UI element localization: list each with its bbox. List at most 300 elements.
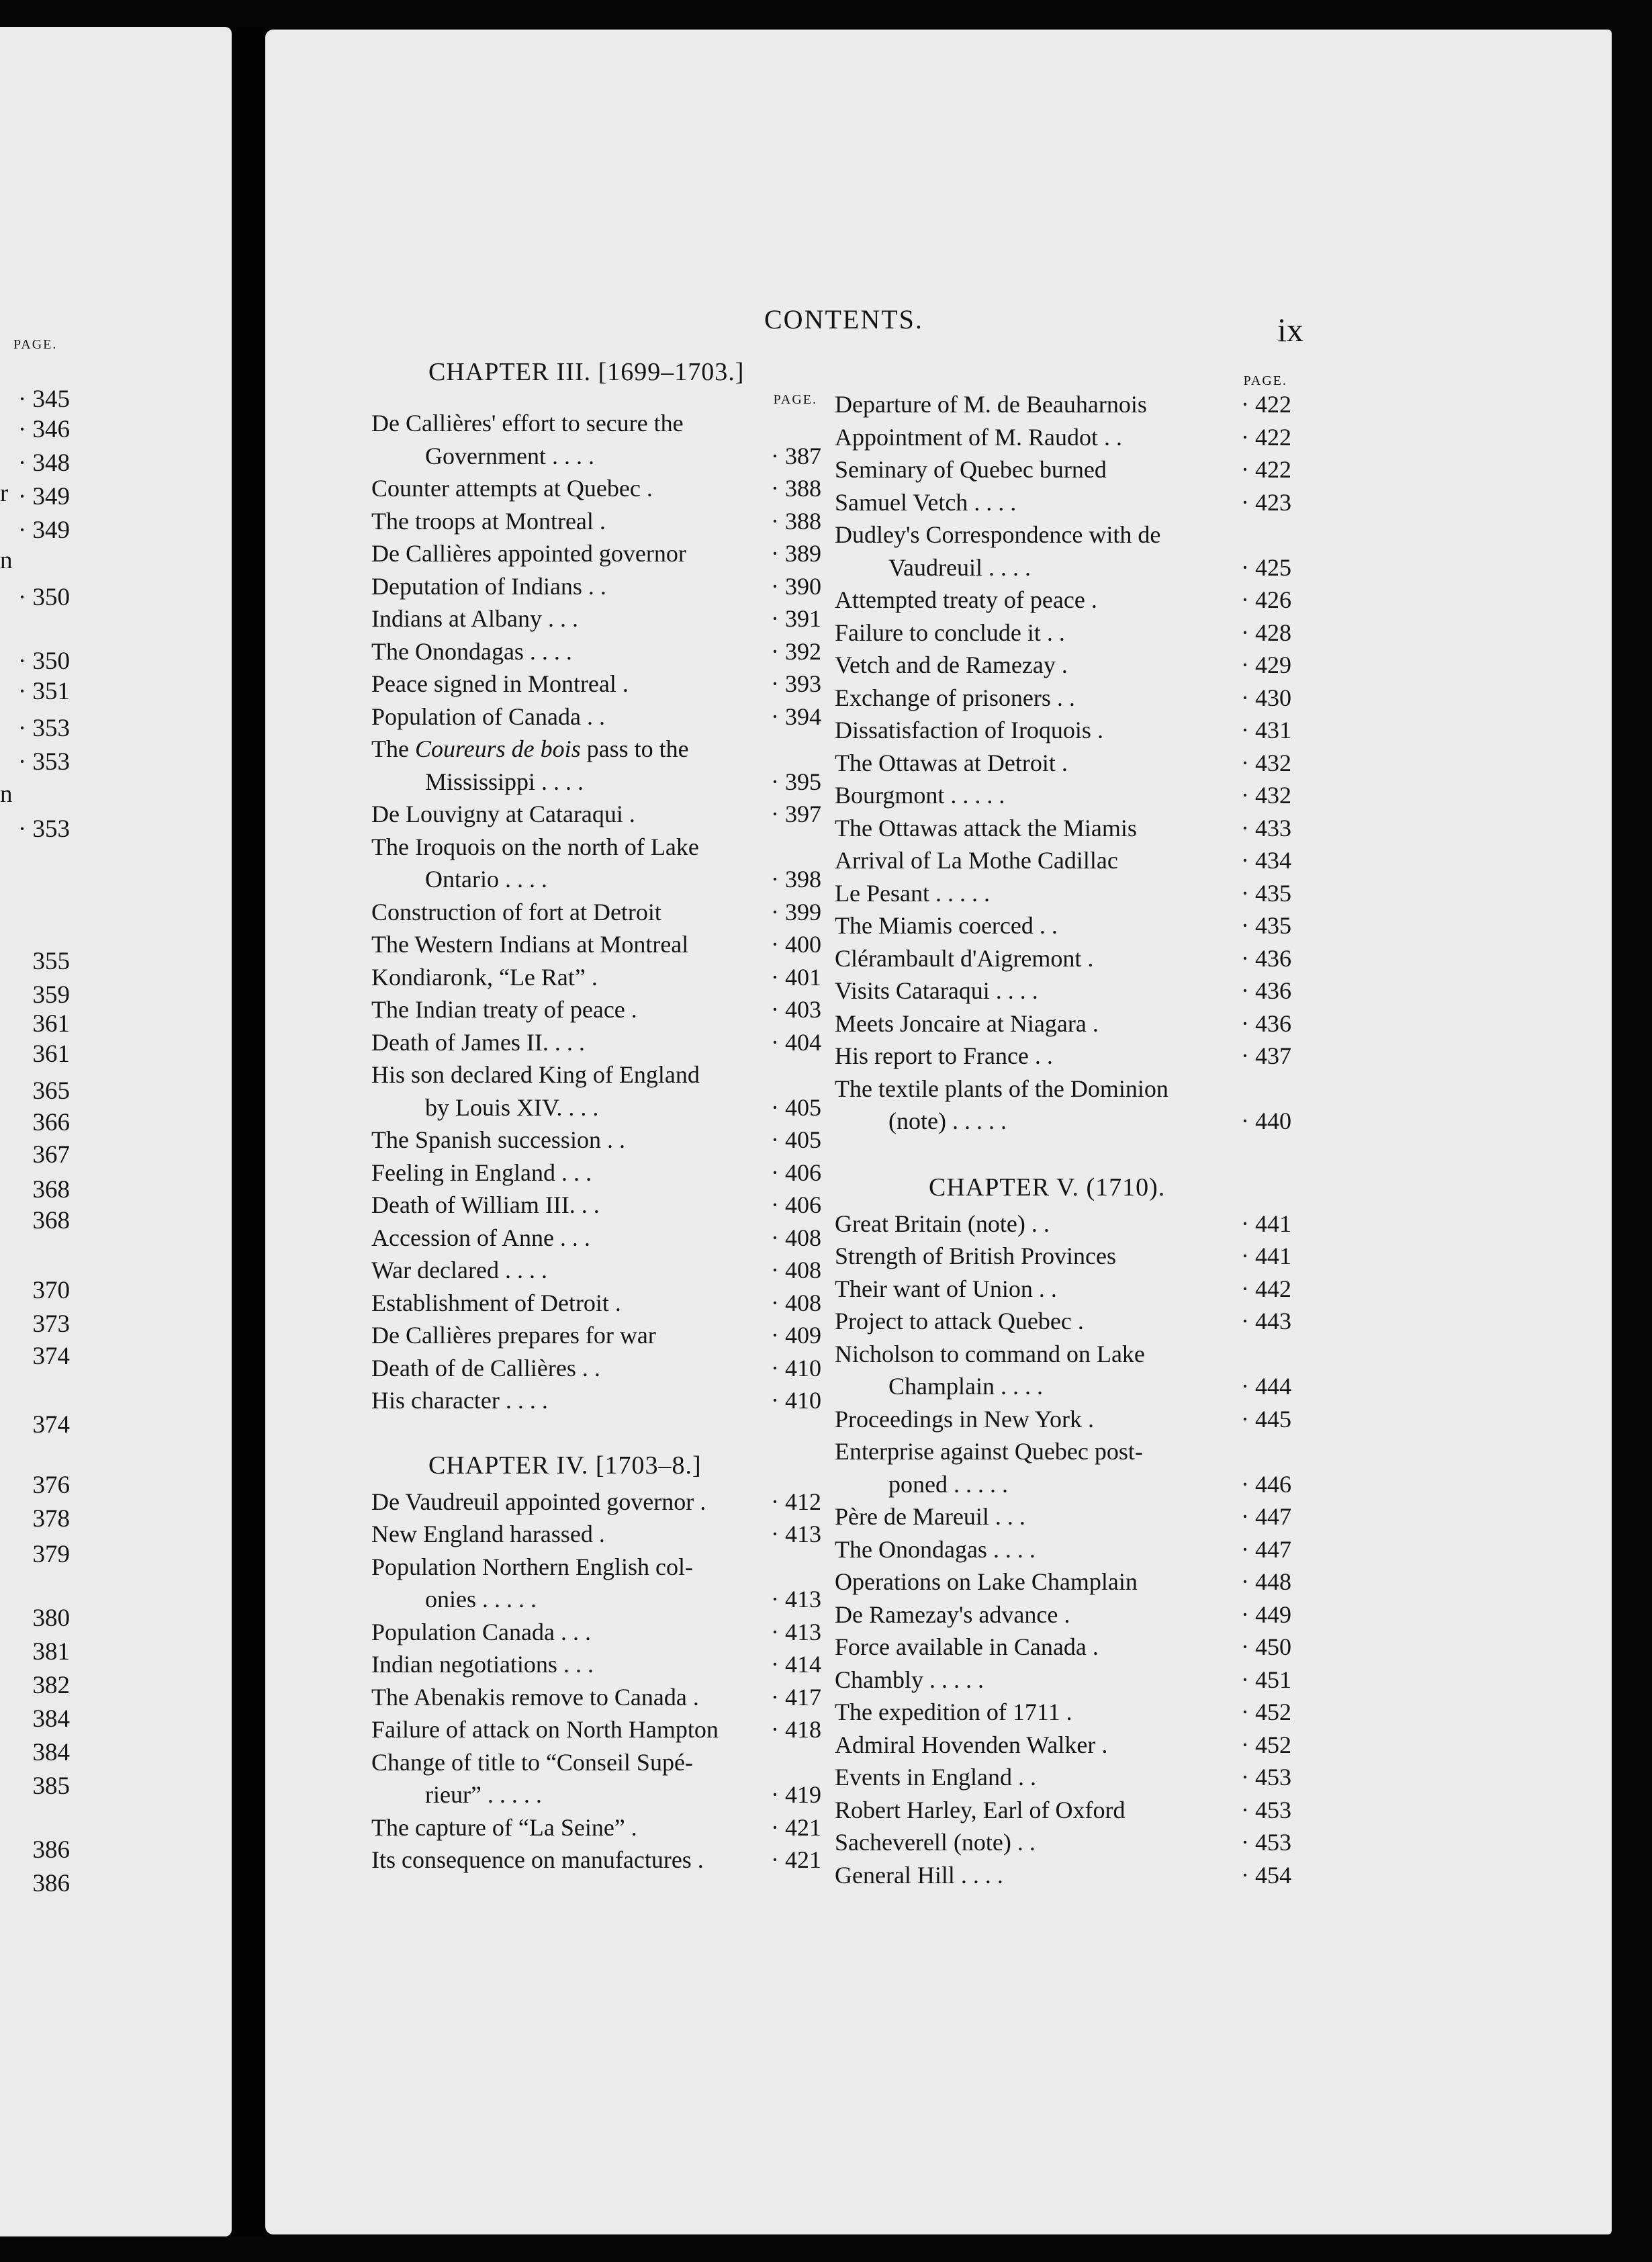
toc-entry [835, 486, 1291, 519]
left-page-number: 378 [32, 1505, 70, 1533]
toc-entry-title: Death of James II. . . . [371, 1028, 585, 1056]
toc-entry-page: · 429 [1205, 649, 1291, 682]
toc-entry-title: Kondiaronk, “Le Rat” . [371, 963, 598, 991]
toc-entry-continuation: Ontario . . . . [425, 866, 547, 893]
toc-entry-line [371, 1058, 821, 1091]
toc-entry-title: Operations on Lake Champlain [835, 1568, 1138, 1595]
toc-entry-continuation: Vaudreuil . . . . [888, 553, 1031, 581]
toc-entry-page: · 395 [735, 766, 821, 799]
chapter-4-entries-continued [835, 388, 1291, 1138]
toc-entry-title: Change of title to “Conseil Supé- [371, 1748, 693, 1776]
toc-entry-title: Sacheverell (note) . . [835, 1829, 1036, 1856]
left-page-partial-text: r [0, 480, 9, 507]
chapter-heading: CHAPTER IV. [1703–8.] [428, 1451, 702, 1480]
left-page-number: 374 [32, 1411, 70, 1439]
toc-entry-page: · 448 [1205, 1566, 1291, 1598]
page-column-label: PAGE. [1243, 373, 1287, 388]
toc-entry [371, 1319, 821, 1352]
toc-entry-title: His character . . . . [371, 1387, 548, 1414]
toc-entry-title: His son declared King of England [371, 1061, 700, 1088]
toc-entry-page: · 447 [1205, 1500, 1291, 1533]
toc-entry-title: The Indian treaty of peace . [371, 996, 637, 1023]
left-page-number: 361 [32, 1040, 70, 1068]
toc-entry-page: · 394 [735, 700, 821, 733]
toc-entry-page: · 430 [1205, 682, 1291, 715]
toc-entry [371, 1222, 821, 1255]
toc-entry-page: · 412 [735, 1486, 821, 1519]
toc-entry-title: The troops at Montreal . [371, 507, 606, 535]
toc-entry-title: The Western Indians at Montreal [371, 931, 689, 958]
left-page-number: 380 [32, 1604, 70, 1632]
toc-entry-page: · 421 [735, 1844, 821, 1876]
left-page-number: 376 [32, 1472, 70, 1499]
toc-entry-line [835, 1073, 1291, 1105]
left-page-number: · 349 [17, 483, 70, 510]
toc-entry-page: · 404 [735, 1026, 821, 1059]
toc-entry-page: · 421 [735, 1811, 821, 1844]
toc-entry-title: War declared . . . . [371, 1257, 547, 1283]
toc-entry-title: The Iroquois on the north of Lake [371, 833, 699, 860]
toc-entry [371, 602, 821, 635]
toc-entry-continuation: rieur” . . . . . [425, 1781, 542, 1808]
toc-entry [835, 649, 1291, 682]
toc-entry [835, 1533, 1291, 1566]
toc-entry-line [835, 1468, 1291, 1501]
toc-entry-page: · 397 [735, 798, 821, 831]
contents-column-right [835, 373, 1291, 1891]
toc-entry-title: Indian negotiations . . . [371, 1651, 594, 1678]
toc-entry-page: · 436 [1205, 975, 1291, 1007]
toc-entry-title: Its consequence on manufactures . [371, 1846, 704, 1873]
toc-entry-line [835, 1105, 1291, 1138]
toc-entry [371, 1254, 821, 1287]
toc-entry [835, 1729, 1291, 1762]
toc-entry-title: The Onondagas . . . . [371, 637, 572, 665]
left-page-number: 368 [32, 1207, 70, 1234]
toc-entry [835, 1664, 1291, 1696]
toc-entry-title: Vetch and de Ramezay . [835, 651, 1068, 678]
toc-entry [371, 1157, 821, 1189]
left-page-number: · 350 [17, 647, 70, 675]
toc-entry-page: · 406 [735, 1157, 821, 1189]
toc-entry [371, 570, 821, 603]
toc-entry [835, 844, 1291, 877]
toc-entry-page: · 450 [1205, 1631, 1291, 1664]
toc-entry [835, 1598, 1291, 1631]
toc-entry-title: The Spanish succession . . [371, 1126, 625, 1153]
toc-entry [371, 1124, 821, 1157]
toc-entry [835, 1794, 1291, 1827]
toc-entry-line [371, 1778, 821, 1811]
toc-entry-page: · 422 [1205, 453, 1291, 486]
toc-entry-page: · 433 [1205, 812, 1291, 845]
toc-entry [371, 668, 821, 700]
left-page-number: · 351 [17, 678, 70, 705]
toc-entry [371, 1287, 821, 1320]
toc-entry-page: · 405 [735, 1124, 821, 1157]
toc-entry [371, 1681, 821, 1714]
toc-entry-title: The Ottawas at Detroit . [835, 749, 1068, 776]
toc-entry [371, 798, 821, 831]
toc-entry-page: · 399 [735, 896, 821, 929]
left-page-number: 384 [32, 1739, 70, 1766]
toc-entry-page: · 449 [1205, 1598, 1291, 1631]
left-page-number: · 349 [17, 516, 70, 544]
toc-entry [835, 714, 1291, 747]
toc-entry-page: · 436 [1205, 1007, 1291, 1040]
toc-entry-line [371, 831, 821, 864]
chapter-3-entries [371, 407, 821, 1417]
left-page-number: 386 [32, 1836, 70, 1864]
toc-entry [371, 505, 821, 538]
toc-entry-title: Death of William III. . . [371, 1191, 600, 1218]
toc-entry-title: De Louvigny at Cataraqui . [371, 801, 635, 827]
toc-entry-page: · 444 [1205, 1370, 1291, 1403]
book-spine [232, 27, 265, 2236]
toc-entry-page: · 393 [735, 668, 821, 700]
toc-entry-line [835, 551, 1291, 584]
toc-entry-page: · 392 [735, 635, 821, 668]
toc-entry-title: Their want of Union . . [835, 1275, 1057, 1302]
toc-entry [835, 421, 1291, 454]
left-page-number: · 350 [17, 584, 70, 611]
toc-entry [835, 1631, 1291, 1664]
toc-entry-continuation: by Louis XIV. . . . [425, 1093, 599, 1121]
toc-entry-title: Accession of Anne . . . [371, 1224, 590, 1251]
toc-entry-title: De Callières appointed governor [371, 540, 686, 567]
toc-entry-line [835, 518, 1291, 551]
toc-entry-page: · 387 [735, 440, 821, 473]
toc-entry-title: Failure to conclude it . . [835, 619, 1065, 646]
toc-entry [371, 993, 821, 1026]
toc-entry-title: Attempted treaty of peace . [835, 586, 1097, 613]
toc-entry-title: Dudley's Correspondence with de [835, 521, 1161, 548]
toc-entry-page: · 441 [1205, 1208, 1291, 1240]
chapter-4-entries [371, 1486, 821, 1876]
toc-entry [835, 584, 1291, 617]
toc-entry-line [835, 1435, 1291, 1468]
toc-entry [835, 1500, 1291, 1533]
toc-entry-title: Establishment of Detroit . [371, 1289, 621, 1316]
toc-entry-page: · 408 [735, 1222, 821, 1255]
toc-entry-page: · 432 [1205, 747, 1291, 780]
contents-column-left [371, 356, 821, 1876]
toc-entry-page: · 425 [1205, 551, 1291, 584]
left-page-number: 365 [32, 1077, 70, 1105]
toc-entry-title: Meets Joncaire at Niagara . [835, 1009, 1099, 1037]
toc-entry-line [371, 1551, 821, 1584]
left-page-number: 368 [32, 1176, 70, 1204]
toc-entry-title: Deputation of Indians . . [371, 572, 606, 600]
toc-entry-page: · 435 [1205, 909, 1291, 942]
toc-entry-page: · 451 [1205, 1664, 1291, 1696]
toc-entry-page: · 414 [735, 1648, 821, 1681]
toc-entry-title: General Hill . . . . [835, 1861, 1003, 1889]
left-page-number: 382 [32, 1672, 70, 1699]
toc-entry-line [371, 766, 821, 799]
toc-entry [835, 1859, 1291, 1892]
toc-entry-page: · 398 [735, 863, 821, 896]
toc-entry-page: · 426 [1205, 584, 1291, 617]
toc-entry-page: · 442 [1205, 1273, 1291, 1306]
toc-entry-page: · 417 [735, 1681, 821, 1714]
toc-entry [835, 1040, 1291, 1073]
toc-entry-page: · 418 [735, 1713, 821, 1746]
toc-entry-page: · 400 [735, 928, 821, 961]
toc-entry-title: Seminary of Quebec burned [835, 456, 1107, 483]
toc-entry [835, 1007, 1291, 1040]
toc-entry-title: Strength of British Provinces [835, 1242, 1116, 1269]
toc-entry [835, 453, 1291, 486]
toc-entry-title: Exchange of prisoners . . [835, 684, 1075, 711]
toc-entry-page: · 413 [735, 1583, 821, 1616]
toc-entry-title: Nicholson to command on Lake [835, 1340, 1145, 1367]
toc-entry-continuation: onies . . . . . [425, 1586, 537, 1613]
toc-entry-page: · 408 [735, 1287, 821, 1320]
toc-entry-page: · 422 [1205, 421, 1291, 454]
toc-entry-title: De Callières prepares for war [371, 1322, 656, 1349]
toc-entry-title: The textile plants of the Dominion [835, 1075, 1168, 1102]
toc-entry-title: De Ramezay's advance . [835, 1600, 1070, 1628]
left-page-number: 361 [32, 1010, 70, 1038]
toc-entry [371, 700, 821, 733]
left-page-number: 374 [32, 1343, 70, 1370]
toc-entry [371, 961, 821, 994]
toc-entry-title: De Callières' effort to secure the [371, 410, 684, 437]
toc-entry [371, 1518, 821, 1551]
toc-entry-page: · 435 [1205, 877, 1291, 910]
toc-entry-title: His report to France . . [835, 1042, 1053, 1069]
toc-entry-title: The capture of “La Seine” . [371, 1813, 637, 1841]
toc-entry [835, 1208, 1291, 1240]
toc-entry [371, 635, 821, 668]
toc-entry-continuation: poned . . . . . [888, 1470, 1008, 1498]
toc-entry-page: · 403 [735, 993, 821, 1026]
toc-entry-title: Population Canada . . . [371, 1618, 591, 1645]
page-number: ix [1277, 311, 1303, 349]
left-page-number: 385 [32, 1772, 70, 1800]
toc-entry [835, 942, 1291, 975]
toc-entry-title: Samuel Vetch . . . . [835, 488, 1017, 516]
toc-entry-line [371, 863, 821, 896]
toc-entry [371, 896, 821, 929]
toc-entry-page: · 447 [1205, 1533, 1291, 1566]
toc-entry [835, 682, 1291, 715]
toc-entry-line [371, 440, 821, 473]
toc-entry-page: · 410 [735, 1352, 821, 1385]
toc-entry-page: · 443 [1205, 1305, 1291, 1338]
toc-entry-title: The Coureurs de bois pass to the [371, 735, 689, 762]
left-page-number: 367 [32, 1141, 70, 1169]
toc-entry-page: · 437 [1205, 1040, 1291, 1073]
toc-entry [371, 1648, 821, 1681]
toc-entry-title: Robert Harley, Earl of Oxford [835, 1796, 1126, 1823]
toc-entry-title: Great Britain (note) . . [835, 1210, 1050, 1237]
left-page-number: 386 [32, 1870, 70, 1897]
toc-entry-line [835, 1338, 1291, 1371]
toc-entry-continuation: Mississippi . . . . [425, 768, 584, 795]
toc-entry [371, 1189, 821, 1222]
toc-entry-page: · 388 [735, 472, 821, 505]
toc-entry-page: · 413 [735, 1616, 821, 1649]
toc-entry-page: · 409 [735, 1319, 821, 1352]
toc-entry-page: · 410 [735, 1384, 821, 1417]
toc-entry-page: · 436 [1205, 942, 1291, 975]
toc-entry-title: Indians at Albany . . . [371, 605, 578, 632]
toc-entry [835, 1696, 1291, 1729]
toc-entry [835, 1761, 1291, 1794]
toc-entry [835, 1305, 1291, 1338]
toc-entry-page: · 391 [735, 602, 821, 635]
toc-entry [371, 1486, 821, 1519]
toc-entry-page: · 413 [735, 1518, 821, 1551]
left-page-number: 379 [32, 1541, 70, 1568]
toc-entry-title: Departure of M. de Beauharnois [835, 391, 1147, 418]
toc-entry-title: De Vaudreuil appointed governor . [371, 1488, 706, 1515]
toc-entry-title: Visits Cataraqui . . . . [835, 977, 1038, 1004]
toc-entry [835, 388, 1291, 421]
toc-entry-line [371, 1746, 821, 1779]
toc-entry-title: The Abenakis remove to Canada . [371, 1683, 699, 1711]
toc-entry-page: · 428 [1205, 617, 1291, 649]
toc-entry-page: · 445 [1205, 1403, 1291, 1436]
left-page-number: 366 [32, 1109, 70, 1136]
left-page-number: 373 [32, 1310, 70, 1338]
page-column-label: PAGE. [773, 392, 817, 407]
left-page-partial-text: n [0, 780, 13, 808]
toc-entry-title: New England harassed . [371, 1521, 605, 1547]
toc-entry-page: · 453 [1205, 1761, 1291, 1794]
toc-entry-page: · 388 [735, 505, 821, 538]
toc-entry [835, 1403, 1291, 1436]
left-page-number: · 353 [17, 715, 70, 742]
toc-entry [835, 1826, 1291, 1859]
toc-entry [371, 472, 821, 505]
toc-entry [371, 928, 821, 961]
toc-entry-page: · 432 [1205, 779, 1291, 812]
toc-entry-line [835, 1370, 1291, 1403]
toc-entry-page: · 441 [1205, 1240, 1291, 1273]
left-page-number: · 353 [17, 748, 70, 776]
toc-entry [835, 909, 1291, 942]
toc-entry-title: Proceedings in New York . [835, 1405, 1094, 1433]
toc-entry-continuation: Government . . . . [425, 442, 594, 469]
toc-entry [371, 1811, 821, 1844]
toc-entry [835, 1273, 1291, 1306]
toc-entry-title: Bourgmont . . . . . [835, 782, 1005, 809]
toc-entry-page: · 434 [1205, 844, 1291, 877]
toc-entry-title: Enterprise against Quebec post- [835, 1438, 1143, 1465]
toc-entry-page: · 452 [1205, 1729, 1291, 1762]
toc-entry-line [371, 733, 821, 766]
toc-entry [371, 537, 821, 570]
toc-entry-title: Feeling in England . . . [371, 1159, 592, 1186]
toc-entry-page: · 431 [1205, 714, 1291, 747]
toc-entry-title: Death of de Callières . . [371, 1354, 600, 1382]
toc-entry-line [371, 1583, 821, 1616]
toc-entry-title: Clérambault d'Aigremont . [835, 944, 1094, 972]
toc-entry [835, 617, 1291, 649]
toc-entry-title: Failure of attack on North Hampton [371, 1716, 719, 1743]
toc-entry-title: Admiral Hovenden Walker . [835, 1731, 1108, 1758]
toc-entry-title: The Onondagas . . . . [835, 1535, 1036, 1563]
toc-entry-title: Dissatisfaction of Iroquois . [835, 717, 1103, 743]
left-page-number: · 345 [17, 386, 70, 413]
toc-entry-page: · 389 [735, 537, 821, 570]
toc-entry-page: · 390 [735, 570, 821, 603]
left-page-number: 384 [32, 1705, 70, 1733]
toc-entry-line [371, 407, 821, 440]
chapter-5-entries [835, 1208, 1291, 1892]
toc-entry-page: · 453 [1205, 1794, 1291, 1827]
toc-entry [835, 812, 1291, 845]
toc-entry [835, 747, 1291, 780]
toc-entry [835, 975, 1291, 1007]
toc-entry-title: Population of Canada . . [371, 703, 605, 730]
toc-entry-title: Peace signed in Montreal . [371, 670, 629, 697]
chapter-heading: CHAPTER V. (1710). [929, 1173, 1166, 1202]
toc-entry-title: The Ottawas attack the Miamis [835, 814, 1137, 842]
running-head: CONTENTS. [764, 304, 923, 334]
toc-entry-title: Counter attempts at Quebec . [371, 475, 653, 502]
left-page-number: · 353 [17, 815, 70, 843]
toc-entry-page: · 405 [735, 1091, 821, 1124]
toc-entry-page: · 446 [1205, 1468, 1291, 1501]
toc-entry-page: · 419 [735, 1778, 821, 1811]
toc-entry [371, 1352, 821, 1385]
chapter-heading: CHAPTER III. [1699–1703.] [428, 358, 745, 386]
toc-entry-title: Events in England . . [835, 1764, 1036, 1791]
toc-entry-title: Chambly . . . . . [835, 1666, 984, 1693]
toc-entry [371, 1026, 821, 1059]
left-page-number: 355 [32, 948, 70, 975]
toc-entry-italic: Coureurs de bois [414, 735, 581, 762]
toc-entry-title: Project to attack Quebec . [835, 1308, 1084, 1334]
toc-entry-title: Appointment of M. Raudot . . [835, 423, 1122, 451]
toc-entry-continuation: (note) . . . . . [888, 1107, 1007, 1134]
toc-entry-page: · 452 [1205, 1696, 1291, 1729]
toc-entry-continuation: Champlain . . . . [888, 1373, 1043, 1400]
left-page-number: · 346 [17, 416, 70, 443]
toc-entry-title: Force available in Canada . [835, 1633, 1099, 1660]
toc-entry-title: Construction of fort at Detroit [371, 898, 661, 925]
toc-entry [835, 877, 1291, 910]
toc-entry-page: · 453 [1205, 1826, 1291, 1859]
toc-entry-page: · 423 [1205, 486, 1291, 519]
toc-entry-title: The Miamis coerced . . [835, 912, 1058, 939]
toc-entry [371, 1844, 821, 1876]
toc-entry [371, 1713, 821, 1746]
toc-entry-title: Arrival of La Mothe Cadillac [835, 847, 1118, 874]
left-page-number: 359 [32, 981, 70, 1009]
toc-entry-line [371, 1091, 821, 1124]
toc-entry-title: Le Pesant . . . . . [835, 879, 990, 907]
toc-entry-title: Population Northern English col- [371, 1553, 693, 1580]
left-page-number: 381 [32, 1638, 70, 1666]
toc-entry [835, 1566, 1291, 1598]
toc-entry-title: Père de Mareuil . . . [835, 1503, 1025, 1530]
toc-entry-page: · 401 [735, 961, 821, 994]
left-page-number: 370 [32, 1277, 70, 1304]
toc-entry-title: The expedition of 1711 . [835, 1699, 1072, 1725]
toc-entry-page: · 408 [735, 1254, 821, 1287]
toc-entry-page: · 454 [1205, 1859, 1291, 1892]
toc-entry [835, 779, 1291, 812]
toc-entry-page: · 440 [1205, 1105, 1291, 1138]
left-page-partial-text: n [0, 547, 13, 574]
toc-entry [835, 1240, 1291, 1273]
toc-entry [371, 1384, 821, 1417]
